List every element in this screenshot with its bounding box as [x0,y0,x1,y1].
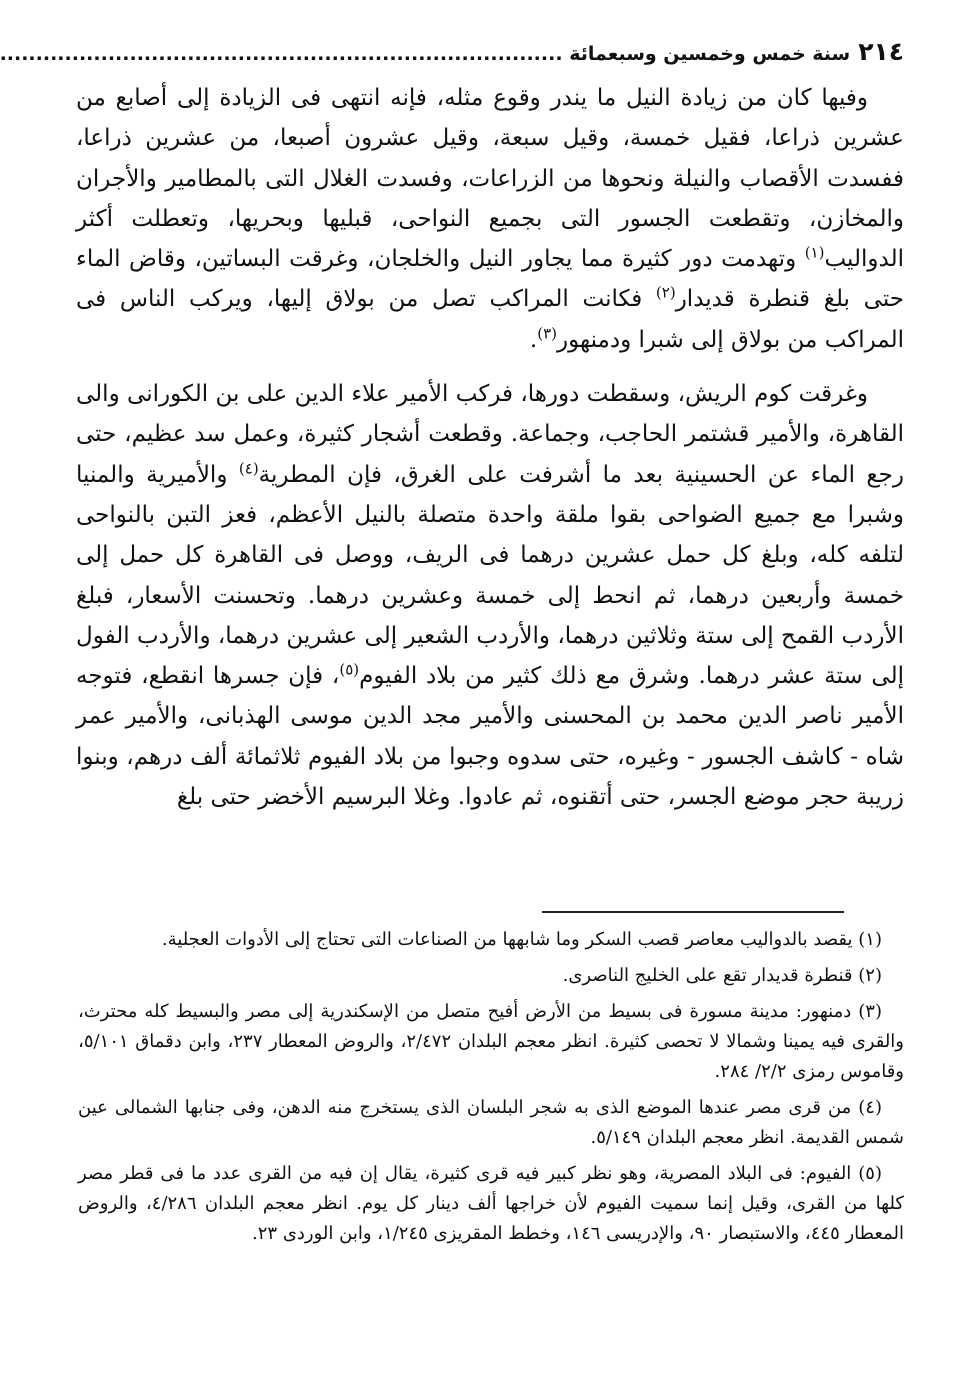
main-text [76,78,904,817]
footnote-3: (٣) دمنهور: مدينة مسورة فى بسيط من الأرض أفيح متصل من الإسكندرية إلى مصر والبسيط كله محترث، والقرى فيه يمينا وشمالا لا تحصى كثيرة. انظر معجم البلدان ٢/٤٧٢، والروض المعطار ٢٣٧، وابن دقماق ٥/١٠١، وقاموس رمزى ٢/٢/ ٢٨٤. [78,1001,905,1082]
paragraph-2: وغرقت كوم الريش، وسقطت دورها، فركب الأمير علاء الدين على بن الكورانى والى القاهرة، والأمير قشتمر الحاجب، وجماعة. وقطعت أشجار كثيرة، وعمل سد عظيم، حتى رجع الماء عن الحسينية بعد ما أشرفت على الغرق، فإن المطرية$^{(٤)}$ والأميرية والمنيا وشبرا مع جميع الضواحى بقوا ملقة واحدة متصلة بالنيل الأعظم، فعز التبن بالنواحى لتلفه كله، وبلغ كل حمل عشرين درهما فى الريف، ووصل فى القاهرة كل حمل إلى خمسة وأربعين درهما، ثم انحط إلى خمسة وعشرين درهما. وتحسنت الأسعار، فبلغ الأردب القمح إلى ستة وثلاثين درهما، والأردب الشعير إلى عشرين درهما، والأردب الفول إلى ستة عشر درهما. وشرق مع ذلك كثير من بلاد الفيوم$^{(٥)}$، فإن جسرها انقطع، فتوجه الأمير ناصر الدين محمد بن المحسنى والأمير مجد الدين موسى الهذبانى، والأمير عمر شاه - كاشف الجسور - وغيره، حتى سدوه وجبوا من بلاد الفيوم ثلاثمائة ألف درهم، وبنوا زريبة حجر موضع الجسر، حتى أتقنوه، ثم عادوا. وغلا البرسيم الأخضر حتى بلغ [76,381,905,811]
page-number: ٢١٤ [858,37,904,66]
footnote-ref-1: (١) [804,243,825,262]
footnote-2: (٢) قنطرة قديدار تقع على الخليج الناصرى. [562,965,882,986]
footnote-ref-2: (٢) [655,283,676,302]
footnote-ref-4: (٤) [238,459,259,478]
footnote-ref-3: (٣) [537,324,557,343]
footnotes [78,925,904,1255]
footnote-ref-5: (٥) [339,660,360,679]
running-title: سنة خمس وخمسين وسبعمائة .............................................................................. [0,43,851,65]
paragraph-1: وفيها كان من زيادة النيل ما يندر وقوع مثله، فإنه انتهى فى الزيادة إلى أصابع من عشرين ذراعا، فقيل خمسة، وقيل سبعة، وقيل عشرون أصبعا، من عشرين ذراعا، ففسدت الأقصاب والنيلة ونحوها من الزراعات، وفسدت الغلال التى بالمطامير والأجران والمخازن، وتقطعت الجسور التى بجميع النواحى، قبليها وبحريها، وتعطلت أكثر الدواليب$^{(١)}$ وتهدمت دور كثيرة مما يجاور النيل والخلجان، وغرقت البساتين، وقاض الماء حتى بلغ قنطرة قديدار$^{(٢)}$ فكانت المراكب تصل من بولاق إليها، ويركب الناس فى المراكب من بولاق إلى شبرا ودمنهور$^{(٣)}$. [76,85,904,353]
footnote-separator [542,911,844,913]
footnote-1: (١) يقصد بالدواليب معاصر قصب السكر وما شابهها من الصناعات التى تحتاج إلى الأدوات العجلية. [161,929,882,950]
page-header [0,30,904,70]
footnote-5: (٥) الفيوم: فى البلاد المصرية، وهو نظر كبير فيه قرى كثيرة، يقال إن فيه من القرى عدد ما فى قطر مصر كلها من القرى، وقيل إنما سميت الفيوم لأن خراجها ألف دينار كل يوم. انظر معجم البلدان ٤/٢٨٦، والروض المعطار ٤٤٥، والاستبصار ٩٠، والإدريسى ١٤٦، وخطط المقريزى ١/٢٤٥، وابن الوردى ٢٣. [78,1163,904,1244]
footnote-4: (٤) من قرى مصر عندها الموضع الذى به شجر البلسان الذى يستخرج منه الدهن، وفى جنابها الشمالى عين شمس القديمة. انظر معجم البلدان ٥/١٤٩. [78,1097,904,1148]
